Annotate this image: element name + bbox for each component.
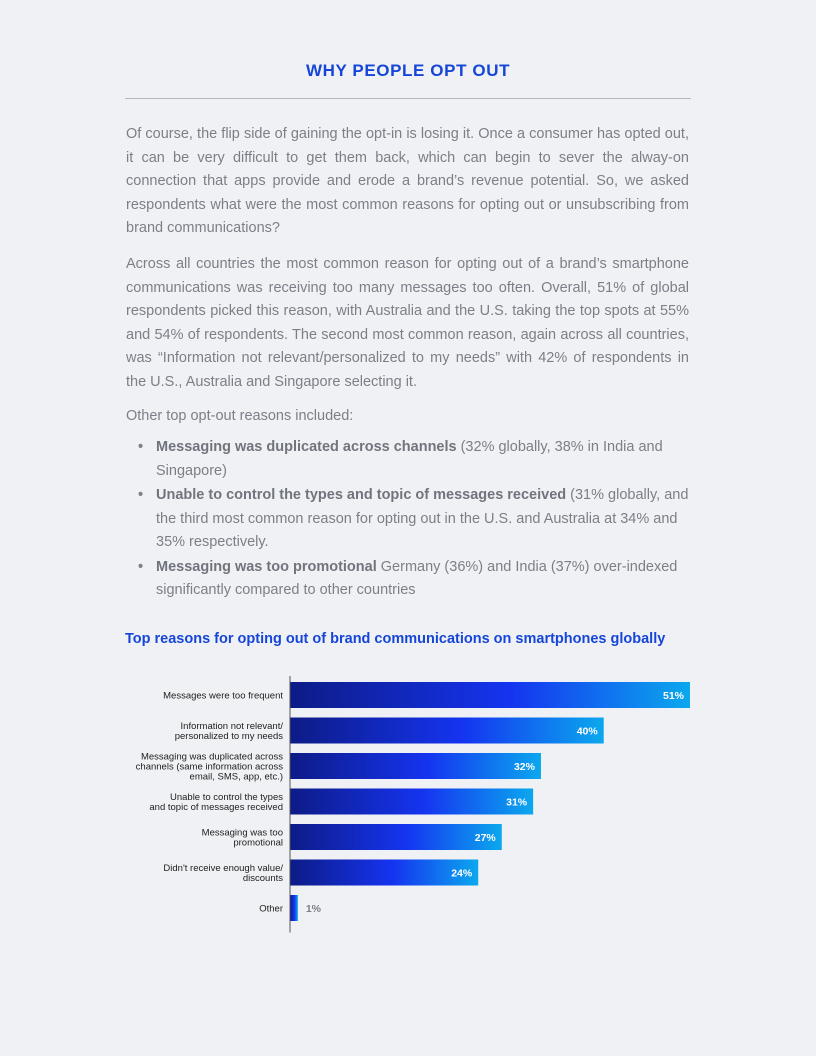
bar [290, 789, 533, 815]
bar-value-label: 51% [662, 690, 684, 702]
category-label: Unable to control the types and topic of messages received [149, 792, 283, 813]
intro-paragraph: Of course, the flip side of gaining the opt-in is losing it. Once a consumer has opted out, it can be very difficult to get them back, which can begin to sever the alway-on connection that apps provide and erode a brand’s revenue potential. So, we asked respondents what were the most common reasons for opting out or unsubscribing from brand communications? [126, 126, 689, 236]
bar [290, 824, 502, 850]
bar-value-label: 24% [451, 867, 473, 880]
bar-value-label: 40% [576, 725, 598, 738]
category-label: Messaging was too promotional [201, 827, 283, 849]
bar [290, 895, 298, 921]
list-item [138, 436, 698, 483]
opt-out-reasons-chart [110, 670, 710, 945]
bullet-icon: • [138, 487, 144, 503]
list-item-bold: Messaging was too promotional [156, 558, 377, 575]
findings-paragraph: Across all countries the most common reason for opting out of a brand’s smartphone communications was receiving too many messages too often. Overall, 51% of global respondents picked this reason, with Australia and the U.S. taking the top spots at 55% and 54% of respondents. The second most common reason, again across all countries, was “Information not relevant/personalized to my needs” with 42% of respondents in the U.S., Australia and Singapore selecting it. [126, 256, 689, 390]
list-item-text: (32% globally, 38% in India and Singapore) [156, 439, 663, 479]
title-divider [125, 98, 691, 99]
category-label: Messaging was duplicated across channels (same information across email, SMS, app, etc.) [135, 751, 283, 783]
bar [290, 860, 478, 886]
bullet-icon: • [138, 558, 144, 575]
bar [290, 753, 541, 779]
bar-value-label: 32% [513, 761, 535, 773]
list-item-bold: Unable to control the types and topic of messages received [156, 487, 567, 503]
list-item-bold: Messaging was duplicated across channels [156, 439, 457, 455]
bar-value-label: 27% [474, 832, 496, 844]
bar-value-label: 1% [305, 903, 322, 915]
page-title: WHY PEOPLE OPT OUT [305, 61, 511, 80]
bullet-icon: • [138, 439, 144, 455]
list-item [138, 556, 698, 603]
bar-value-label: 31% [506, 796, 528, 809]
list-item-text: Germany (36%) and India (37%) over-indexed significantly compared to other countries [156, 558, 678, 598]
opt-out-reasons-list [138, 436, 698, 604]
bar [290, 718, 604, 744]
category-label: Messages were too frequent [163, 690, 283, 702]
other-reasons-intro: Other top opt-out reasons included: [126, 408, 354, 424]
list-item [138, 484, 698, 555]
bar [290, 682, 690, 708]
chart-title: Top reasons for opting out of brand communications on smartphones globally [125, 631, 666, 647]
category-label: Information not relevant/ personalized to my needs [174, 721, 283, 742]
list-item-text: (31% globally, and the third most common reason for opting out in the U.S. and Australia at 34% and 35% respectively. [156, 487, 689, 550]
category-label: Didn't receive enough value/ discounts [163, 863, 283, 884]
category-label: Other [259, 903, 283, 915]
